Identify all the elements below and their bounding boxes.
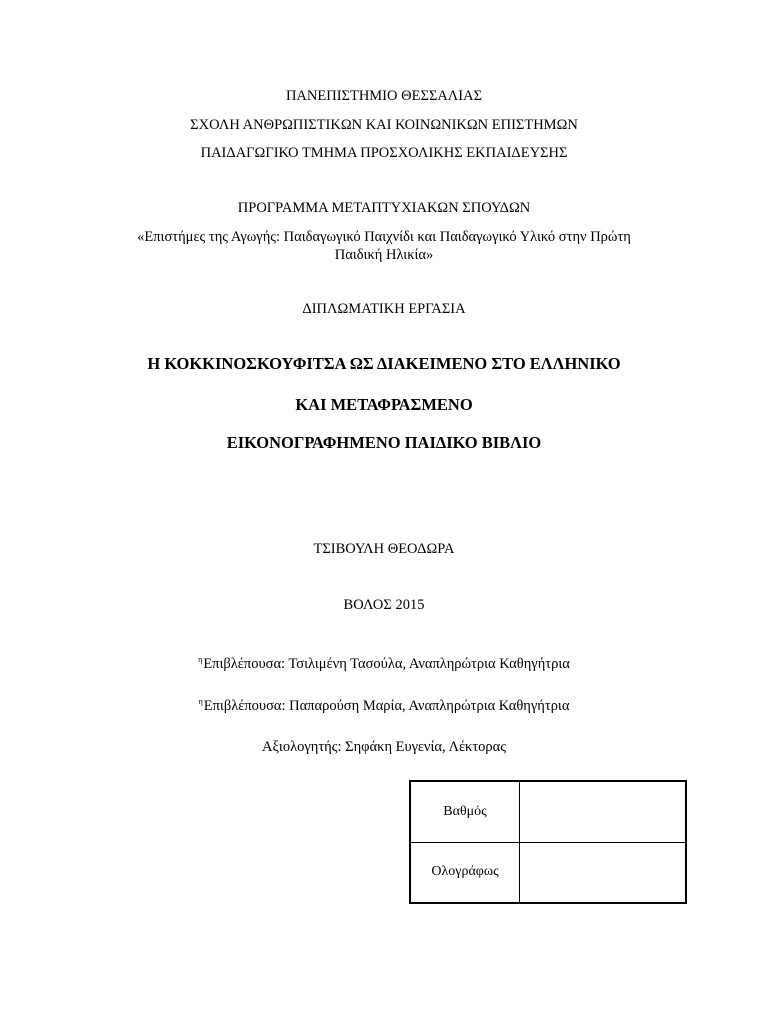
grade-in-words-label: Ολογράφως [410, 842, 520, 903]
program-specialization-line1: «Επιστήμες της Αγωγής: Παιδαγωγικό Παιχνίδι και Παιδαγωγικό Υλικό στην Πρώτη [137, 229, 631, 245]
program-name: ΠΡΟΓΡΑΜΜΑ ΜΕΤΑΠΤΥΧΙΑΚΩΝ ΣΠΟΥΔΩΝ [237, 200, 531, 216]
thesis-title-line1: Η ΚΟΚΚΙΝΟΣΚΟΥΦΙΤΣΑ ΩΣ ΔΙΑΚΕΙΜΕΝΟ ΣΤΟ ΕΛΛΗΝΙΚΟ [147, 354, 621, 373]
place-year: ΒΟΛΟΣ 2015 [343, 597, 425, 613]
grade-table [409, 780, 687, 904]
ordinal-mark: η [198, 655, 203, 664]
supervisor-2-text: Επιβλέπουσα: Παπαρούση Μαρία, Αναπληρώτρια Καθηγήτρια [203, 698, 570, 714]
ordinal-mark: η [198, 697, 203, 706]
department-name: ΠΑΙΔΑΓΩΓΙΚΟ ΤΜΗΜΑ ΠΡΟΣΧΟΛΙΚΗΣ ΕΚΠΑΙΔΕΥΣΗΣ [200, 145, 568, 161]
grade-in-words-value-cell [520, 842, 687, 903]
thesis-title-line2: ΚΑΙ ΜΕΤΑΦΡΑΣΜΕΝΟ [295, 395, 473, 414]
evaluator: Αξιολογητής: Σηφάκη Ευγενία, Λέκτορας [261, 739, 506, 755]
supervisor-1-text: Επιβλέπουσα: Τσιλιμένη Τασούλα, Αναπληρώτρια Καθηγήτρια [203, 656, 570, 672]
supervisor-2 [0, 693, 768, 715]
thesis-title-line3: ΕΙΚΟΝΟΓΡΑΦΗΜΕΝΟ ΠΑΙΔΙΚΟ ΒΙΒΛΙΟ [226, 433, 542, 452]
university-name: ΠΑΝΕΠΙΣΤΗΜΙΟ ΘΕΣΣΑΛΙΑΣ [285, 88, 483, 104]
school-name: ΣΧΟΛΗ ΑΝΘΡΩΠΙΣΤΙΚΩΝ ΚΑΙ ΚΟΙΝΩΝΙΚΩΝ ΕΠΙΣΤΗΜΩΝ [190, 117, 578, 133]
author-name: ΤΣΙΒΟΥΛΗ ΘΕΟΔΩΡΑ [313, 541, 455, 557]
program-specialization-line2: Παιδική Ηλικία» [334, 247, 434, 263]
grade-in-words-row [410, 842, 686, 903]
document-type: ΔΙΠΛΩΜΑΤΙΚΗ ΕΡΓΑΣΙΑ [302, 301, 466, 317]
grade-label: Βαθμός [410, 781, 520, 842]
grade-row [410, 781, 686, 842]
grade-value-cell [520, 781, 687, 842]
supervisor-1 [0, 651, 768, 673]
